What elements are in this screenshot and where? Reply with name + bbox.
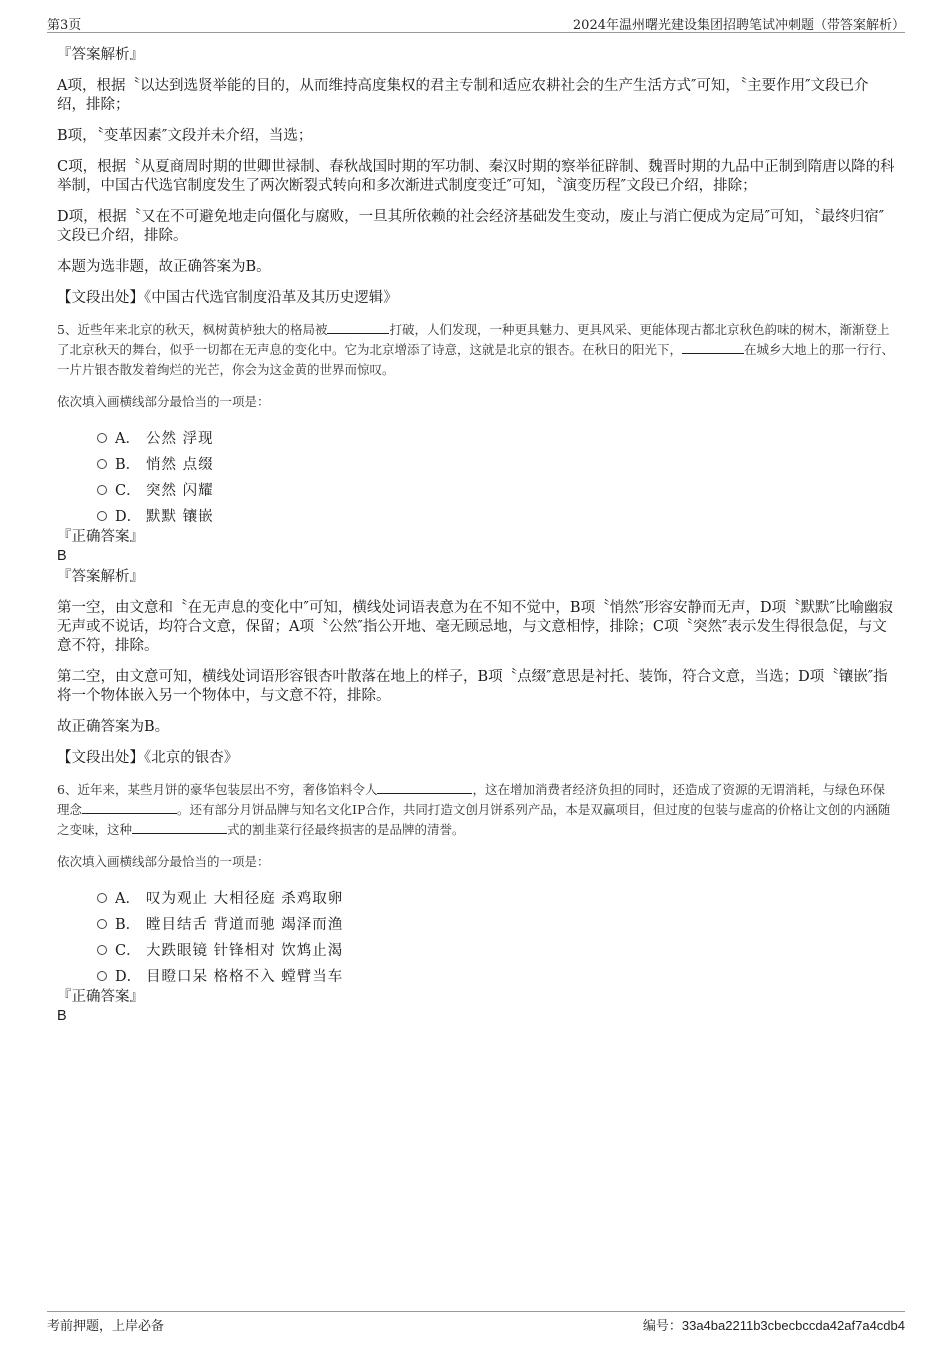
option-d[interactable]: D． 默默 镶嵌	[57, 502, 897, 528]
option-list	[57, 884, 897, 988]
radio-button[interactable]	[97, 893, 107, 903]
option-list	[57, 424, 897, 528]
analysis-paragraph: 第一空，由文意和〝在无声息的变化中″可知，横线处词语表意为在不知不觉中，B项〝悄然″形容安静而无声，D项〝默默″比喻幽寂无声或不说话，均符合文意，保留；A项〝公然″指公开地、毫无顾忌地，与文意相悖，排除；C项〝突然″表示发生得很急促，与文意不符，排除。	[57, 600, 894, 654]
correct-answer: B	[57, 1008, 67, 1024]
source-citation: 【文段出处】《北京的银杏》	[57, 750, 239, 766]
option-c[interactable]: C． 突然 闪耀	[57, 476, 897, 502]
analysis-paragraph-d: D项，根据〝又在不可避免地走向僵化与腐败，一旦其所依赖的社会经济基础发生变动，废止与消亡便成为定局″可知，〝最终归宿″文段已介绍，排除。	[57, 209, 885, 244]
page-number: 第3页	[47, 18, 82, 33]
document-code: 编号：33a4ba2211b3cbecbccda42af7a4cdb4	[642, 1318, 905, 1334]
radio-button[interactable]	[97, 919, 107, 929]
conclusion: 本题为选非题，故正确答案为B。	[57, 259, 271, 275]
radio-button[interactable]	[97, 459, 107, 469]
analysis-label: 『答案解析』	[57, 569, 144, 585]
radio-button[interactable]	[97, 971, 107, 981]
document-body	[57, 46, 897, 1026]
document-title: 2024年温州曙光建设集团招聘笔试冲刺题（带答案解析）	[572, 18, 905, 33]
blank-line	[82, 801, 177, 814]
option-c[interactable]: C． 大跌眼镜 针锋相对 饮鸩止渴	[57, 936, 897, 962]
option-a[interactable]: A． 叹为观止 大相径庭 杀鸡取卵	[57, 884, 897, 910]
footer-slogan: 考前押题，上岸必备	[47, 1319, 165, 1334]
source-citation: 【文段出处】《中国古代选官制度沿革及其历史逻辑》	[57, 290, 398, 306]
blank-line	[132, 821, 227, 834]
radio-button[interactable]	[97, 485, 107, 495]
question-stem: 5、近些年来北京的秋天，枫树黄栌独大的格局被 打破，人们发现，一种更具魅力、更具风采、更能体现古都北京秋色韵味的树木，渐渐登上了北京秋天的舞台，似乎一切都在无声息的变化中。它为北京增添了诗意，这就是北京的银杏。在秋日的阳光下， 在城乡大地上的那一行行、一片片银杏散发着绚烂的光芒，你会为这金黄的世界而惊叹。	[57, 322, 895, 377]
conclusion: 故正确答案为B。	[57, 719, 170, 735]
analysis-paragraph-a: A项，根据〝以达到选贤举能的目的，从而维持高度集权的君主专制和适应农耕社会的生产生活方式″可知，〝主要作用″文段已介绍，排除；	[57, 78, 869, 113]
correct-answer-label: 『正确答案』	[57, 989, 144, 1005]
radio-button[interactable]	[97, 945, 107, 955]
option-a[interactable]: A． 公然 浮现	[57, 424, 897, 450]
question-stem: 6、近年来，某些月饼的豪华包装层出不穷，奢侈馅料令人 ，这在增加消费者经济负担的同时，还造成了资源的无谓消耗，与绿色环保理念 。还有部分月饼品牌与知名文化IP合作，共同打造文创月饼系列产品，本是双赢项目，但过度的包装与虚高的价格让文创的内涵随之变味，这种 式的割韭菜行径最终损害的是品牌的清誉。	[57, 782, 891, 837]
blank-line	[327, 321, 389, 334]
question-prompt: 依次填入画横线部分最恰当的一项是：	[57, 854, 270, 869]
question-prompt: 依次填入画横线部分最恰当的一项是：	[57, 394, 270, 409]
blank-line	[682, 341, 744, 354]
blank-line	[377, 781, 472, 794]
correct-answer-label: 『正确答案』	[57, 529, 144, 545]
page-footer	[47, 1311, 905, 1334]
option-b[interactable]: B． 瞠目结舌 背道而驰 竭泽而渔	[57, 910, 897, 936]
option-d[interactable]: D． 目瞪口呆 格格不入 螳臂当车	[57, 962, 897, 988]
page-header	[47, 12, 905, 33]
analysis-paragraph-b: B项，〝变革因素″文段并未介绍，当选；	[57, 128, 313, 144]
option-b[interactable]: B． 悄然 点缀	[57, 450, 897, 476]
radio-button[interactable]	[97, 433, 107, 443]
analysis-paragraph: 第二空，由文意可知，横线处词语形容银杏叶散落在地上的样子，B项〝点缀″意思是衬托、装饰，符合文意，当选；D项〝镶嵌″指将一个物体嵌入另一个物体中，与文意不符，排除。	[57, 669, 888, 704]
radio-button[interactable]	[97, 511, 107, 521]
correct-answer: B	[57, 548, 67, 564]
analysis-paragraph-c: C项，根据〝从夏商周时期的世卿世禄制、春秋战国时期的军功制、秦汉时期的察举征辟制、魏晋时期的九品中正制到隋唐以降的科举制，中国古代选官制度发生了两次断裂式转向和多次渐进式制度变迁″可知，〝演变历程″文段已介绍，排除；	[57, 159, 895, 194]
analysis-label: 『答案解析』	[57, 47, 144, 63]
